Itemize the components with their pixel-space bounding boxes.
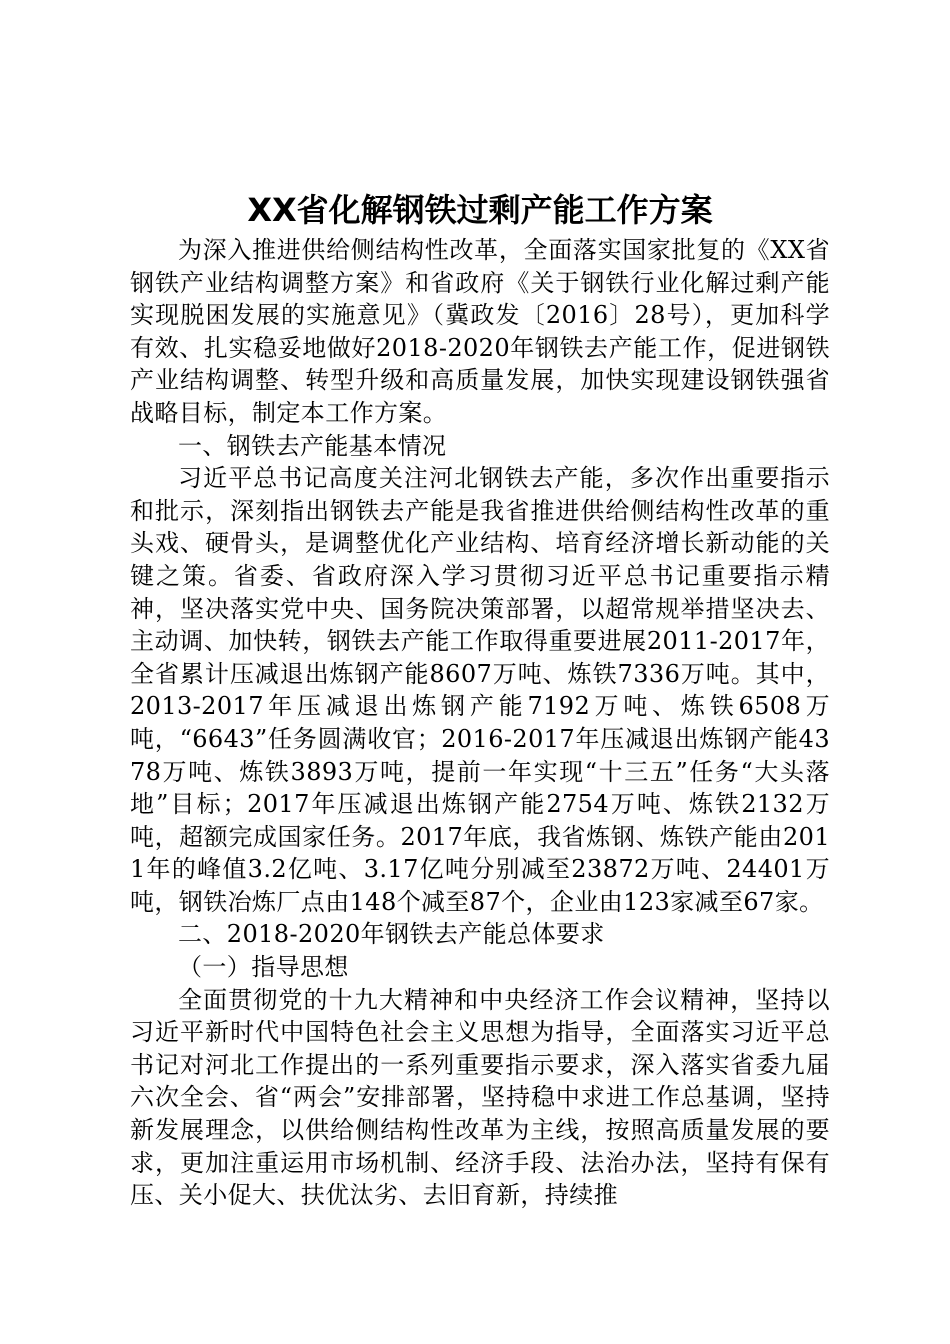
intro-paragraph: 为深入推进供给侧结构性改革，全面落实国家批复的《XX省钢铁产业结构调整方案》和省政府《关于钢铁行业化解过剩产能实现脱困发展的实施意见》（冀政发〔2016〕28号），更加科学有效、扎实稳妥地做好2018-2020年钢铁去产能工作，促进钢铁产业结构调整、转型升级和高质量发展，加快实现建设钢铁强省战略目标，制定本工作方案。 bbox=[130, 236, 830, 427]
section-heading-2: 二、2018-2020年钢铁去产能总体要求 bbox=[178, 920, 605, 949]
document-title: XX省化解钢铁过剩产能工作方案 bbox=[247, 191, 713, 229]
subsection-1-paragraph: 全面贯彻党的十九大精神和中央经济工作会议精神，坚持以习近平新时代中国特色社会主义思想为指导，全面落实习近平总书记对河北工作提出的一系列重要指示要求，深入落实省委九届六次全会、省“两会”安排部署，坚持稳中求进工作总基调，坚持新发展理念，以供给侧结构性改革为主线，按照高质量发展的要求，更加注重运用市场机制、经济手段、法治办法，坚持有保有压、关小促大、扶优汰劣、去旧育新，持续推 bbox=[130, 985, 830, 1210]
document-page bbox=[130, 186, 830, 1212]
section-heading-1: 一、钢铁去产能基本情况 bbox=[178, 431, 447, 460]
section-1-paragraph: 习近平总书记高度关注河北钢铁去产能，多次作出重要指示和批示，深刻指出钢铁去产能是我省推进供给侧结构性改革的重头戏、硬骨头，是调整优化产业结构、培育经济增长新动能的关键之策。省委、省政府深入学习贯彻习近平总书记重要指示精神，坚决落实党中央、国务院决策部署，以超常规举措坚决去、主动调、加快转，钢铁去产能工作取得重要进展2011-2017年，全省累计压减退出炼钢产能8607万吨、炼铁7336万吨。其中，2013-2017年压减退出炼钢产能7192万吨、炼铁6508万吨，“6643”任务圆满收官；2016-2017年压减退出炼钢产能4378万吨、炼铁3893万吨，提前一年实现“十三五”任务“大头落地”目标；2017年压减退出炼钢产能2754万吨、炼铁2132万吨，超额完成国家任务。2017年底，我省炼钢、炼铁产能由2011年的峰值3.2亿吨、3.17亿吨分别减至23872万吨、24401万吨，钢铁冶炼厂点由148个减至87个，企业由123家减至67家。 bbox=[130, 464, 830, 916]
subsection-heading-1: （一）指导思想 bbox=[178, 953, 349, 982]
